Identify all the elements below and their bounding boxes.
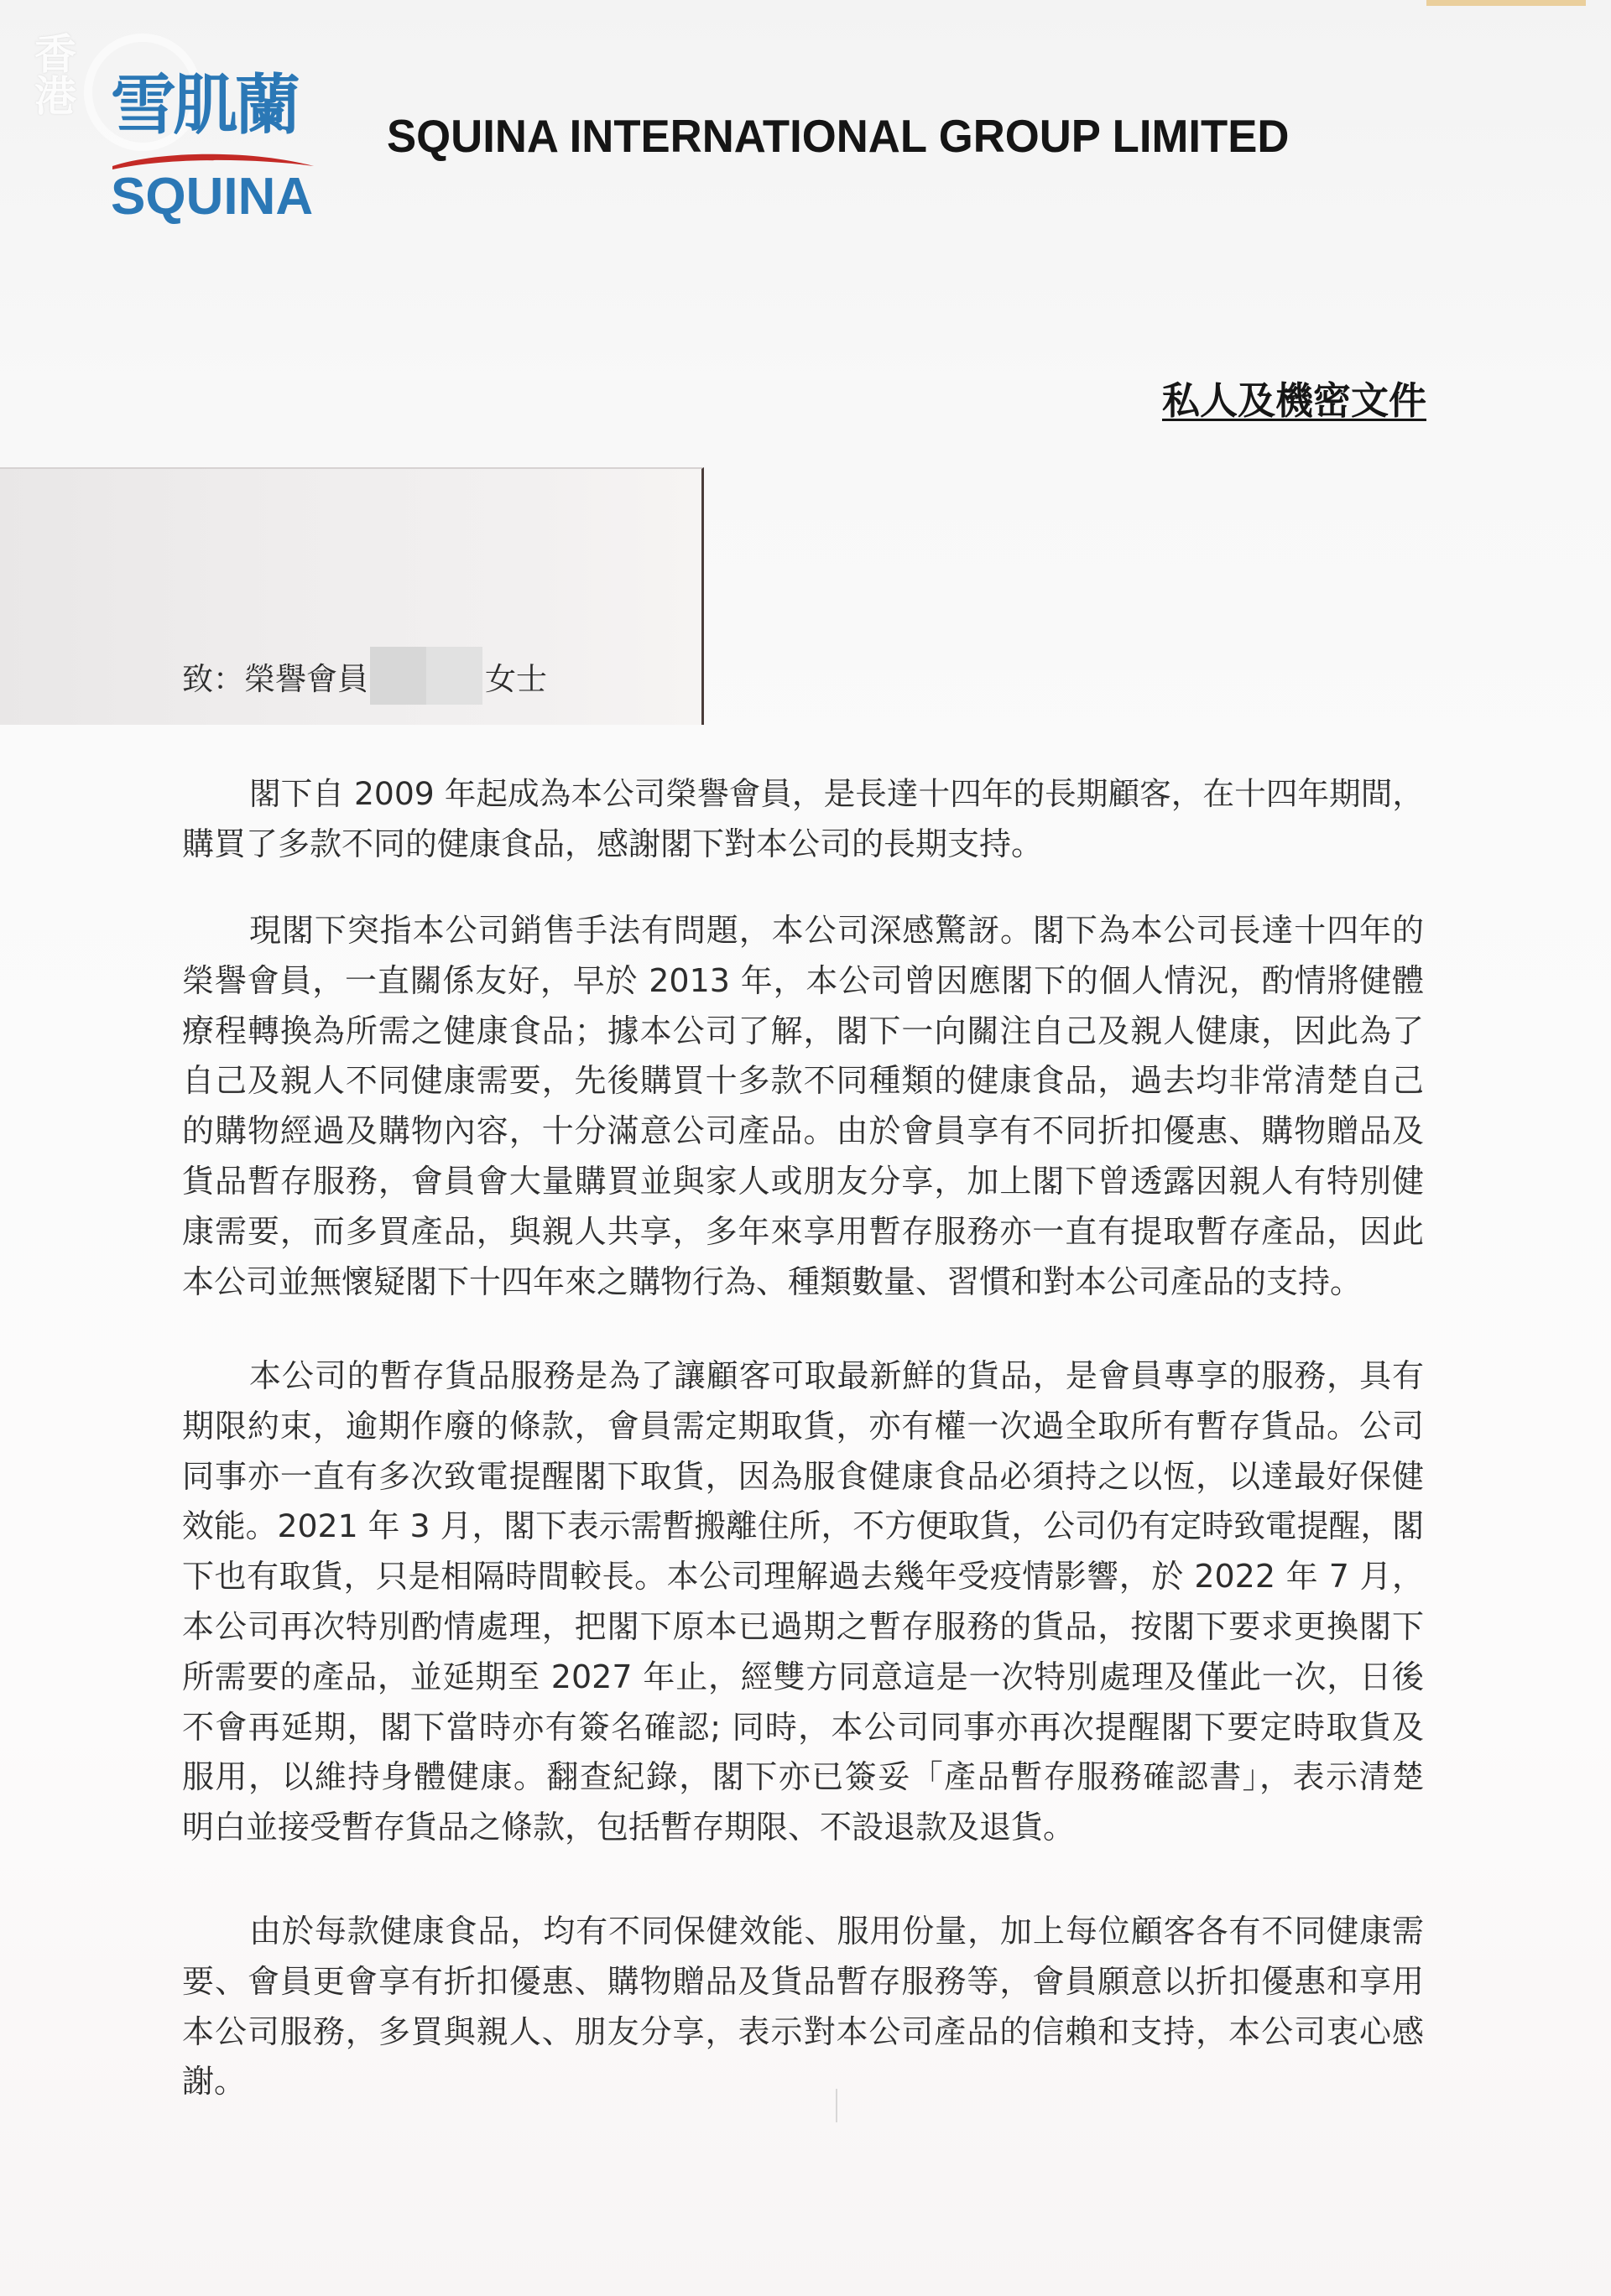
paragraph-line: 的購物經過及購物內容，十分滿意公司產品。由於會員享有不同折扣優惠、購物贈品及 [182, 1112, 1424, 1150]
paragraph-line: 閣下自 2009 年起成為本公司榮譽會員，是長達十四年的長期顧客，在十四年期間， [249, 775, 1424, 812]
body-paragraph-3 [182, 1351, 1424, 1853]
paragraph-line: 購買了多款不同的健康食品，感謝閣下對本公司的長期支持。 [182, 825, 1044, 862]
body-paragraph-4 [182, 1907, 1424, 2107]
paragraph-line: 康需要，而多買產品，與親人共享，多年來享用暫存服務亦一直有提取暫存產品，因此 [182, 1212, 1424, 1250]
paragraph-line: 自己及親人不同健康需要，先後購買十多款不同種類的健康食品，過去均非常清楚自己 [182, 1062, 1424, 1100]
paragraph-line: 要、會員更會享有折扣優惠、購物贈品及貨品暫存服務等，會員願意以折扣優惠和享用 [182, 1962, 1424, 2000]
paragraph-line: 本公司服務，多買與親人、朋友分享，表示對本公司產品的信賴和支持，本公司衷心感 [182, 2012, 1424, 2050]
salutation-prefix: 致：榮譽會員 [182, 661, 368, 697]
logo-english-wordmark: SQUINA [111, 168, 314, 226]
redacted-recipient-name [370, 647, 482, 705]
paragraph-line: 謝。 [182, 2063, 247, 2101]
paragraph-line: 期限約束，逾期作廢的條款，會員需定期取貨，亦有權一次過全取所有暫存貨品。公司 [182, 1407, 1424, 1445]
salutation-suffix: 女士 [485, 661, 547, 697]
paragraph-line: 現閣下突指本公司銷售手法有問題，本公司深感驚訝。閣下為本公司長達十四年的 [249, 912, 1424, 949]
paragraph-line: 所需要的產品，並延期至 2027 年止，經雙方同意這是一次特別處理及僅此一次，日後 [182, 1658, 1424, 1695]
watermark: 香港 [28, 32, 76, 116]
paragraph-line: 療程轉換為所需之健康食品；據本公司了解，閣下一向關注自己及親人健康，因此為了 [182, 1012, 1424, 1049]
classification-label: 私人及機密文件 [1161, 378, 1426, 423]
logo-chinese-wordmark: 雪肌蘭 [111, 67, 298, 143]
paragraph-line: 榮譽會員，一直關係友好，早於 2013 年，本公司曾因應閣下的個人情況，酌情將健體 [182, 961, 1424, 999]
company-logo [107, 62, 317, 226]
paragraph-line: 同事亦一直有多次致電提醒閣下取貨，因為服食健康食品必須持之以恆，以達最好保健 [182, 1457, 1424, 1495]
paragraph-line: 貨品暫存服務，會員會大量購買並與家人或朋友分享，加上閣下曾透露因親人有特別健 [182, 1162, 1424, 1200]
company-name: SQUINA INTERNATIONAL GROUP LIMITED [387, 110, 1290, 162]
paragraph-line: 不會再延期，閣下當時亦有簽名確認; 同時，本公司同事亦再次提醒閣下要定時取貨及 [182, 1708, 1424, 1746]
paragraph-line: 下也有取貨，只是相隔時間較長。本公司理解過去幾年受疫情影響，於 2022 年 7 月， [182, 1558, 1424, 1596]
paragraph-line: 本公司並無懷疑閣下十四年來之購物行為、種類數量、習慣和對本公司產品的支持。 [182, 1263, 1363, 1300]
paper-crease-mark [836, 2089, 837, 2122]
paragraph-line: 明白並接受暫存貨品之條款，包括暫存期限、不設退款及退貨。 [182, 1809, 1076, 1846]
body-paragraph-1 [182, 769, 1424, 870]
paragraph-line: 由於每款健康食品，均有不同保健效能、服用份量，加上每位顧客各有不同健康需 [249, 1913, 1424, 1950]
paragraph-line: 服用，以維持身體健康。翻查紀錄，閣下亦已簽妥「產品暫存服務確認書」，表示清楚 [182, 1758, 1424, 1796]
paragraph-line: 效能。2021 年 3 月，閣下表示需暫搬離住所，不方便取貨，公司仍有定時致電提醒，閣 [182, 1507, 1424, 1545]
paper-edge-strip [1426, 0, 1586, 6]
paragraph-line: 本公司的暫存貨品服務是為了讓顧客可取最新鮮的貨品，是會員專享的服務，具有 [249, 1357, 1424, 1394]
body-paragraph-2 [182, 906, 1424, 1307]
paragraph-line: 本公司再次特別酌情處理，把閣下原本已過期之暫存服務的貨品，按閣下要求更換閣下 [182, 1607, 1424, 1645]
